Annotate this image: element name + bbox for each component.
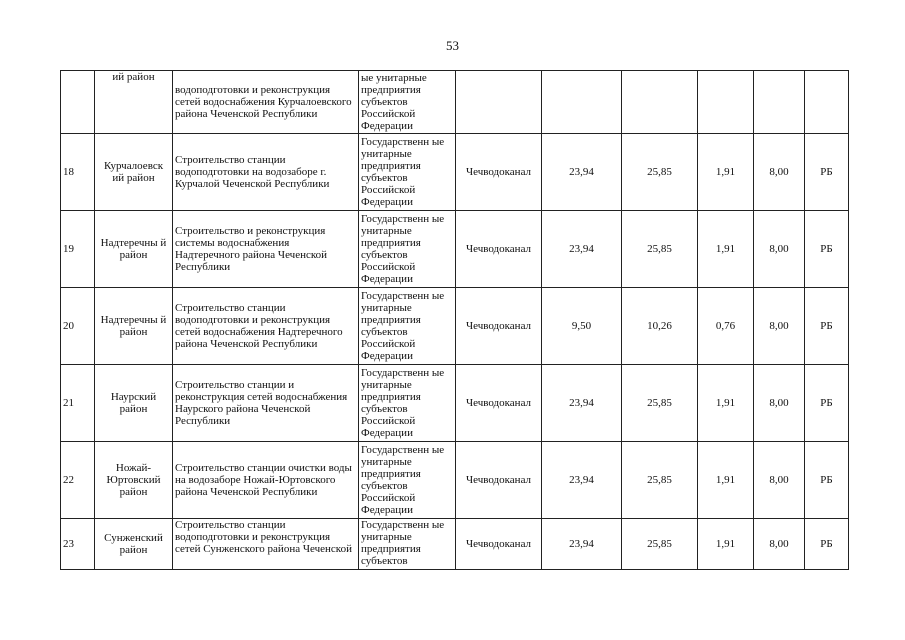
value-3-cell: 1,91 bbox=[698, 442, 754, 519]
row-number: 18 bbox=[61, 134, 95, 211]
funding-source-cell: РБ bbox=[805, 134, 849, 211]
table-row bbox=[61, 288, 849, 365]
district-cell: Ножай-Юртовский район bbox=[95, 442, 173, 519]
value-4-cell bbox=[754, 71, 805, 134]
value-4-cell: 8,00 bbox=[754, 365, 805, 442]
row-number: 23 bbox=[61, 519, 95, 570]
executor-cell: Чечводоканал bbox=[456, 365, 542, 442]
value-4-cell: 8,00 bbox=[754, 211, 805, 288]
funding-source-cell: РБ bbox=[805, 211, 849, 288]
funding-source-cell: РБ bbox=[805, 365, 849, 442]
project-description-cell: Строительство станции водоподготовки и реконструкция сетей Сунженского района Чеченской bbox=[173, 519, 359, 570]
value-2-cell: 25,85 bbox=[622, 211, 698, 288]
project-description-cell: Строительство станции очистки воды на водозаборе Ножай-Юртовского района Чеченской Республики bbox=[173, 442, 359, 519]
value-2-cell: 10,26 bbox=[622, 288, 698, 365]
value-1-cell bbox=[542, 71, 622, 134]
table-row bbox=[61, 211, 849, 288]
value-3-cell: 1,91 bbox=[698, 211, 754, 288]
organization-type-cell: ые унитарные предприятия субъектов Российской Федерации bbox=[359, 71, 456, 134]
value-3-cell: 0,76 bbox=[698, 288, 754, 365]
table-row bbox=[61, 442, 849, 519]
row-number: 21 bbox=[61, 365, 95, 442]
organization-type-cell: Государственн ые унитарные предприятия субъектов Российской Федерации bbox=[359, 211, 456, 288]
value-3-cell: 1,91 bbox=[698, 134, 754, 211]
value-4-cell: 8,00 bbox=[754, 134, 805, 211]
executor-cell: Чечводоканал bbox=[456, 519, 542, 570]
funding-source-cell: РБ bbox=[805, 288, 849, 365]
value-4-cell: 8,00 bbox=[754, 288, 805, 365]
value-4-cell: 8,00 bbox=[754, 442, 805, 519]
project-description-cell: водоподготовки и реконструкция сетей водоснабжения Курчалоевского района Чеченской Республики bbox=[173, 71, 359, 134]
district-cell: Надтеречны й район bbox=[95, 211, 173, 288]
organization-type-cell: Государственн ые унитарные предприятия субъектов Российской Федерации bbox=[359, 442, 456, 519]
organization-type-cell: Государственн ые унитарные предприятия субъектов Российской Федерации bbox=[359, 134, 456, 211]
value-1-cell: 23,94 bbox=[542, 211, 622, 288]
value-1-cell: 23,94 bbox=[542, 442, 622, 519]
project-description-cell: Строительство станции водоподготовки и реконструкция сетей водоснабжения Надтеречного района Чеченской Республики bbox=[173, 288, 359, 365]
value-2-cell: 25,85 bbox=[622, 442, 698, 519]
row-number: 20 bbox=[61, 288, 95, 365]
district-cell: Сунженский район bbox=[95, 519, 173, 570]
organization-type-cell: Государственн ые унитарные предприятия субъектов Российской Федерации bbox=[359, 365, 456, 442]
district-cell: Надтеречны й район bbox=[95, 288, 173, 365]
value-3-cell: 1,91 bbox=[698, 365, 754, 442]
table-row bbox=[61, 134, 849, 211]
executor-cell: Чечводоканал bbox=[456, 288, 542, 365]
value-1-cell: 23,94 bbox=[542, 134, 622, 211]
organization-type-cell: Государственн ые унитарные предприятия субъектов bbox=[359, 519, 456, 570]
table-row bbox=[61, 365, 849, 442]
table-row bbox=[61, 519, 849, 570]
page-number: 53 bbox=[446, 38, 459, 53]
organization-type-cell: Государственн ые унитарные предприятия субъектов Российской Федерации bbox=[359, 288, 456, 365]
funding-source-cell: РБ bbox=[805, 519, 849, 570]
executor-cell: Чечводоканал bbox=[456, 442, 542, 519]
project-description-cell: Строительство и реконструкция системы водоснабжения Надтеречного района Чеченской Республики bbox=[173, 211, 359, 288]
table-body bbox=[61, 71, 849, 570]
executor-cell: Чечводоканал bbox=[456, 211, 542, 288]
value-2-cell bbox=[622, 71, 698, 134]
value-3-cell: 1,91 bbox=[698, 519, 754, 570]
district-cell: Наурский район bbox=[95, 365, 173, 442]
projects-table bbox=[60, 70, 849, 570]
value-4-cell: 8,00 bbox=[754, 519, 805, 570]
row-number: 22 bbox=[61, 442, 95, 519]
project-description-cell: Строительство станции водоподготовки на водозаборе г. Курчалой Чеченской Республики bbox=[173, 134, 359, 211]
row-number bbox=[61, 71, 95, 134]
row-number: 19 bbox=[61, 211, 95, 288]
value-1-cell: 9,50 bbox=[542, 288, 622, 365]
value-1-cell: 23,94 bbox=[542, 365, 622, 442]
value-2-cell: 25,85 bbox=[622, 365, 698, 442]
value-2-cell: 25,85 bbox=[622, 519, 698, 570]
executor-cell bbox=[456, 71, 542, 134]
project-description-cell: Строительство станции и реконструкция сетей водоснабжения Наурского района Чеченской Республики bbox=[173, 365, 359, 442]
executor-cell: Чечводоканал bbox=[456, 134, 542, 211]
value-1-cell: 23,94 bbox=[542, 519, 622, 570]
table-row bbox=[61, 71, 849, 134]
district-cell: Курчалоевск ий район bbox=[95, 134, 173, 211]
value-2-cell: 25,85 bbox=[622, 134, 698, 211]
funding-source-cell: РБ bbox=[805, 442, 849, 519]
district-cell: ий район bbox=[95, 71, 173, 134]
funding-source-cell bbox=[805, 71, 849, 134]
value-3-cell bbox=[698, 71, 754, 134]
